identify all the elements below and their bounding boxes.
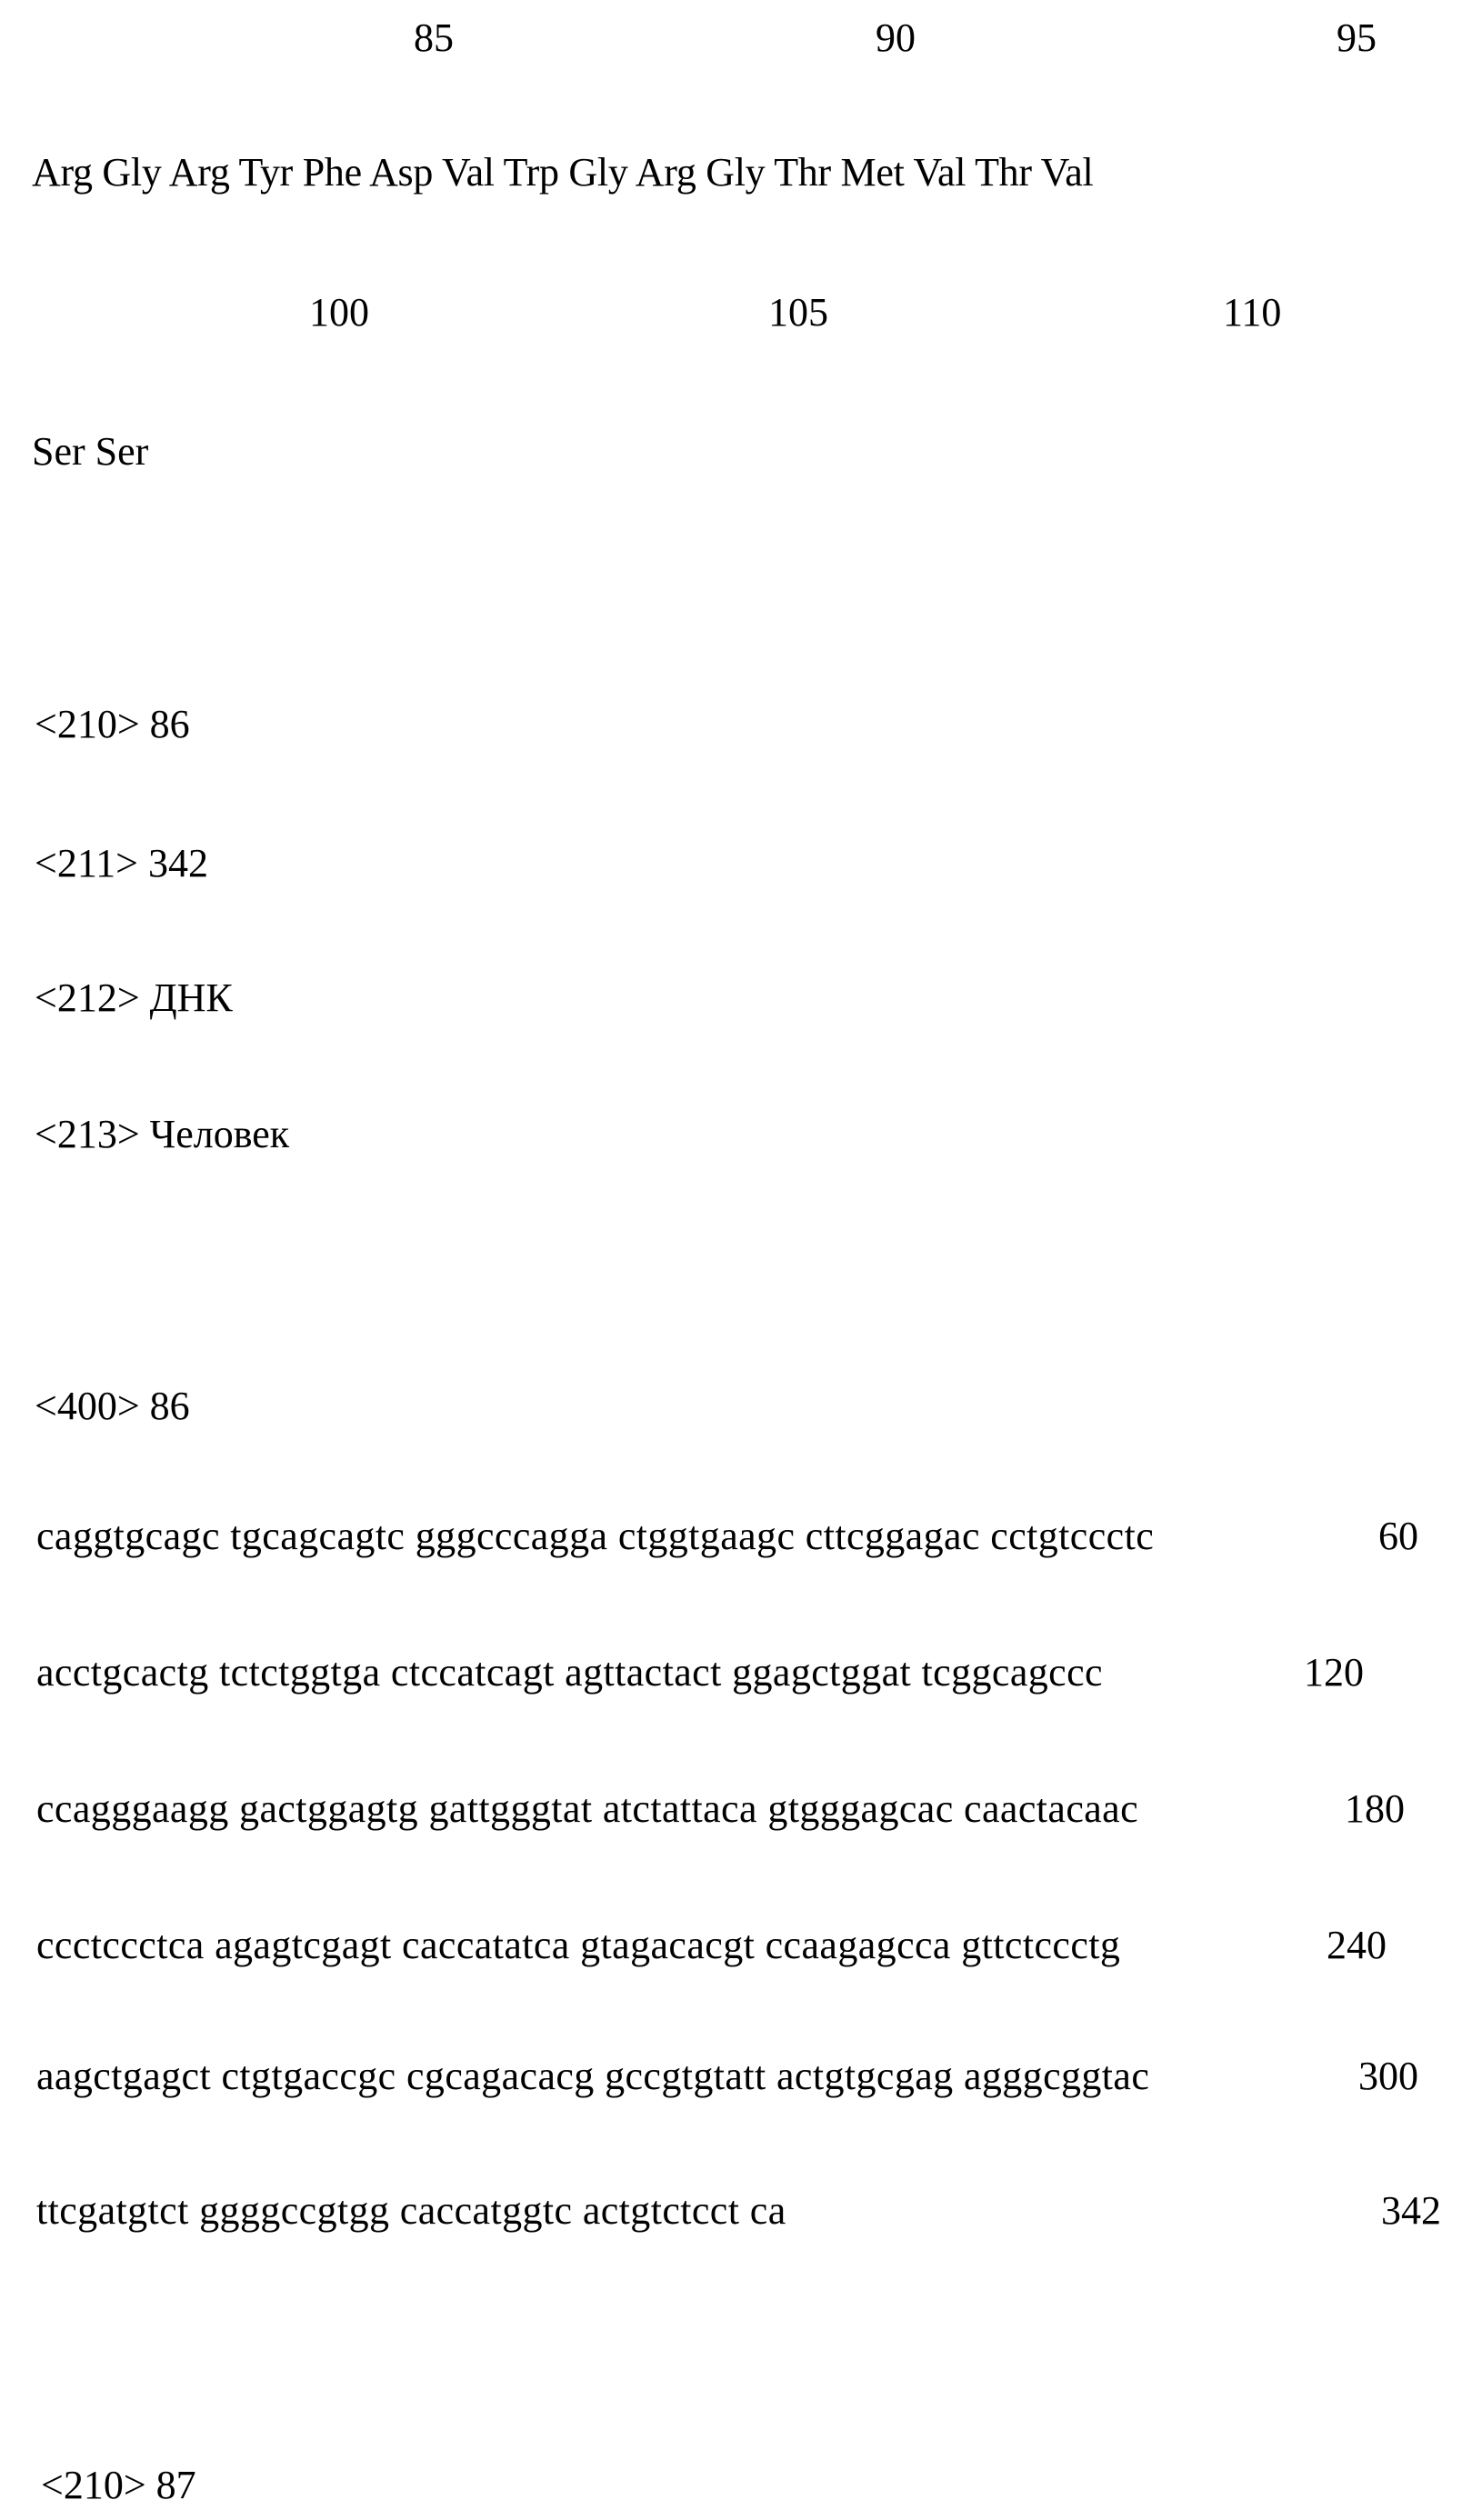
sequence-line: ttcgatgtct ggggccgtgg caccatggtc actgtctcct ca xyxy=(36,2191,786,2231)
field-213: <213> Человек xyxy=(35,1115,289,1155)
sequence-line: acctgcactg tctctggtga ctccatcagt agttactact ggagctggat tcggcagccc xyxy=(36,1653,1103,1693)
amino-acid-row: Arg Gly Arg Tyr Phe Asp Val Trp Gly Arg Gly Thr Met Val Thr Val xyxy=(32,153,1093,193)
sequence-line: ccagggaagg gactggagtg gattgggtat atctattaca gtgggagcac caactacaac xyxy=(36,1789,1138,1829)
sequence-line: caggtgcagc tgcagcagtc gggcccagga ctggtgaagc cttcggagac cctgtccctc xyxy=(36,1516,1154,1556)
sequence-position: 240 xyxy=(1259,1925,1387,1965)
amino-acid-row: Ser Ser xyxy=(32,432,148,472)
sequence-position: 60 xyxy=(1291,1516,1418,1556)
field-210: <210> 86 xyxy=(35,705,190,745)
sequence-line: aagctgagct ctgtgaccgc cgcagacacg gccgtgtatt actgtgcgag agggcggtac xyxy=(36,2056,1149,2096)
position-label: 90 xyxy=(876,18,916,58)
position-label: 85 xyxy=(414,18,454,58)
position-label: 110 xyxy=(1223,293,1281,333)
position-label: 105 xyxy=(768,293,828,333)
next-field-210: <210> 87 xyxy=(41,2465,196,2505)
field-212: <212> ДНК xyxy=(35,978,233,1018)
field-211: <211> 342 xyxy=(35,844,208,884)
position-label: 95 xyxy=(1337,18,1377,58)
position-label: 100 xyxy=(309,293,369,333)
sequence-line: ccctccctca agagtcgagt caccatatca gtagacacgt ccaagagcca gttctccctg xyxy=(36,1925,1120,1965)
sequence-position: 120 xyxy=(1237,1653,1364,1693)
sequence-position: 300 xyxy=(1291,2056,1418,2096)
sequence-position: 180 xyxy=(1277,1789,1405,1829)
field-400: <400> 86 xyxy=(35,1386,190,1426)
sequence-position: 342 xyxy=(1314,2191,1441,2231)
